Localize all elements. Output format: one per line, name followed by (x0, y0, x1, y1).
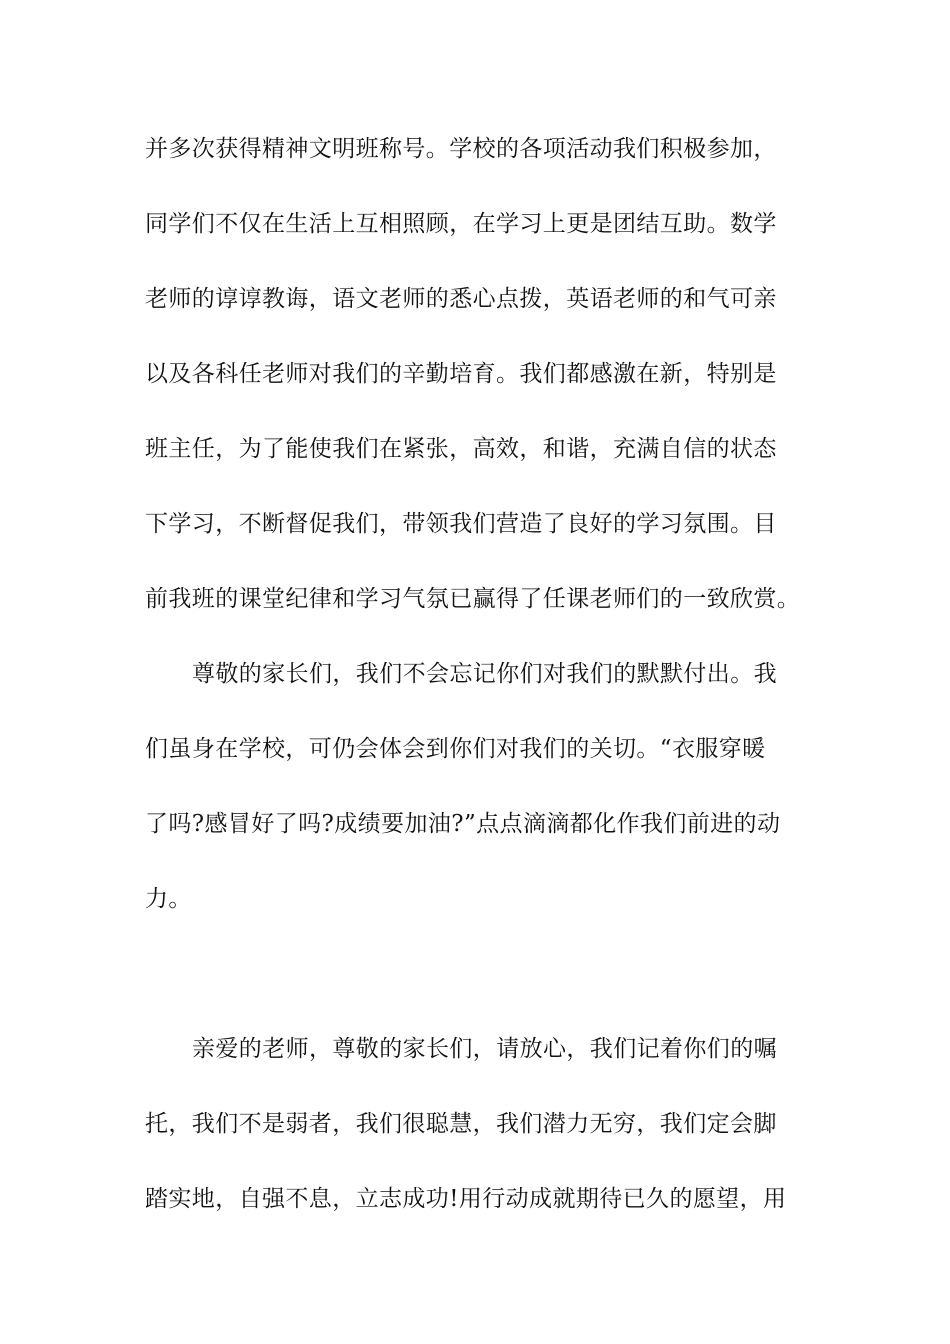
text-line: 以及各科任老师对我们的辛勤培育。我们都感激在新，特别是 (145, 361, 777, 387)
text-line: 同学们不仅在生活上互相照顾，在学习上更是团结互助。数学 (145, 211, 777, 237)
text-line: 亲爱的老师，尊敬的家长们，请放心，我们记着你们的嘱 (192, 1036, 777, 1062)
text-line: 前我班的课堂纪律和学习气氛已赢得了任课老师们的一致欣赏。 (145, 586, 801, 612)
text-line: 并多次获得精神文明班称号。学校的各项活动我们积极参加， (145, 136, 777, 162)
text-line: 老师的谆谆教诲，语文老师的悉心点拨，英语老师的和气可亲 (145, 286, 777, 312)
text-line: 下学习，不断督促我们，带领我们营造了良好的学习氛围。目 (145, 511, 777, 537)
text-line: 托，我们不是弱者，我们很聪慧，我们潜力无穷，我们定会脚 (145, 1111, 777, 1137)
text-line: 踏实地，自强不息，立志成功!用行动成就期待已久的愿望，用 (145, 1186, 787, 1212)
text-line: 班主任，为了能使我们在紧张，高效，和谐，充满自信的状态 (145, 436, 777, 462)
text-line: 力。 (145, 886, 192, 912)
text-line: 们虽身在学校，可仍会体会到你们对我们的关切。“衣服穿暖 (145, 736, 766, 762)
text-line: 了吗?感冒好了吗?成绩要加油?”点点滴滴都化作我们前进的动 (145, 811, 781, 837)
text-line: 尊敬的家长们，我们不会忘记你们对我们的默默付出。我 (192, 661, 777, 687)
